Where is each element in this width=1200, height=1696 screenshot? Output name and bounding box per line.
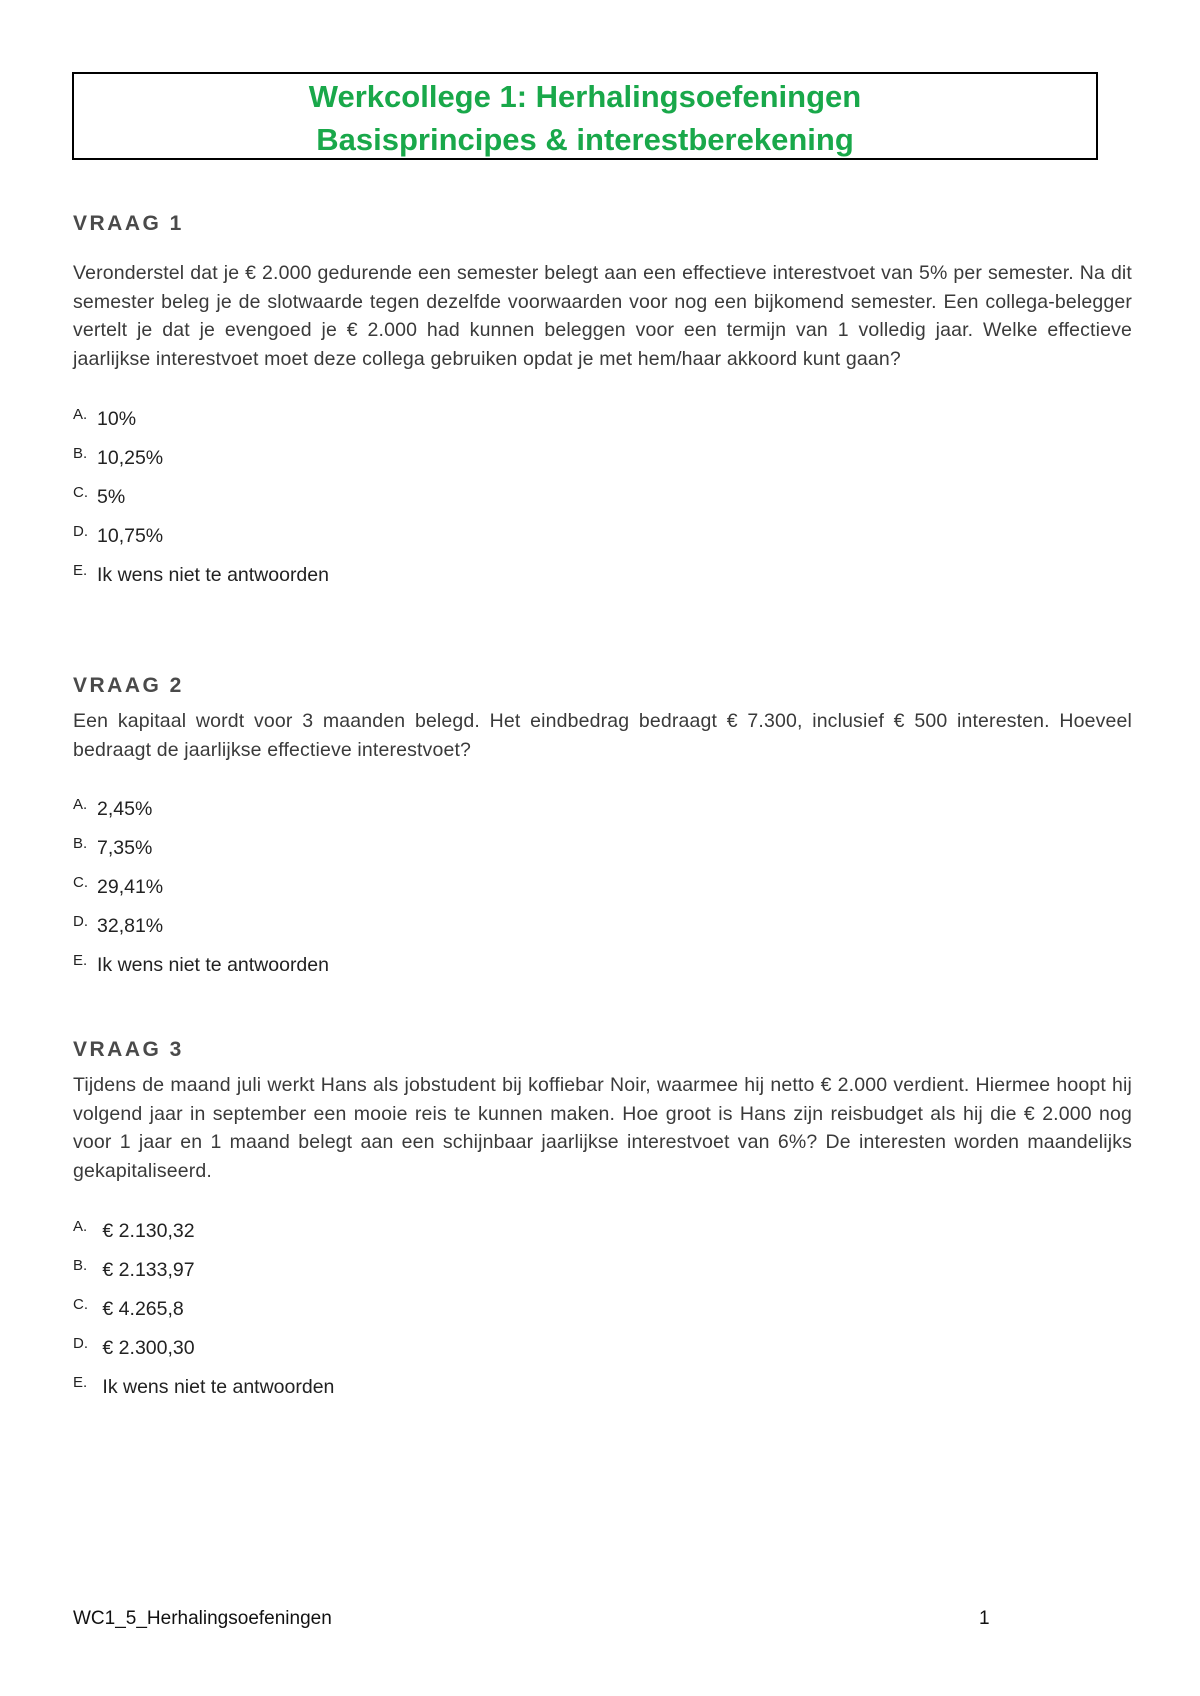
option-text: € 2.130,32 <box>97 1219 195 1242</box>
option-text: 7,35% <box>97 837 153 860</box>
option-text: 2,45% <box>97 798 153 821</box>
question-1 <box>73 210 1132 590</box>
question-2 <box>73 672 1132 980</box>
document-title: Werkcollege 1: Herhalingsoefeningen <box>308 79 862 114</box>
answer-option-a <box>73 785 1132 824</box>
answer-option-a <box>73 1207 1132 1246</box>
answer-options <box>73 785 1132 980</box>
option-text: 10% <box>97 407 137 430</box>
option-letter: A. <box>73 796 88 814</box>
option-letter: A. <box>73 1217 88 1235</box>
option-text: Ik wens niet te antwoorden <box>97 1375 335 1398</box>
answer-option-a <box>73 395 1132 434</box>
option-letter: E. <box>73 561 88 579</box>
answer-option-e <box>73 941 1132 980</box>
option-letter: C. <box>73 874 88 892</box>
question-heading: VRAAG 3 <box>73 1038 184 1061</box>
option-letter: B. <box>73 835 88 853</box>
option-text: 32,81% <box>97 915 164 938</box>
answer-option-d <box>73 1324 1132 1363</box>
option-text: € 2.133,97 <box>97 1258 195 1281</box>
option-letter: B. <box>73 1256 88 1274</box>
option-letter: E. <box>73 1373 88 1391</box>
option-text: 10,75% <box>97 524 164 547</box>
option-text: Ik wens niet te antwoorden <box>97 954 329 977</box>
question-text: Tijdens de maand juli werkt Hans als jobstudent bij koffiebar Noir, waarmee hij netto € 2.000 verdient. Hiermee hoopt hij volgend jaar in september een mooie reis te kunnen maken. Hoe groot is Hans zijn reisbudget als hij die € 2.000 nog voor 1 jaar en 1 maand belegt aan een schijnbaar jaarlijkse interestvoet van 6%? De interesten worden maandelijks gekapitaliseerd. <box>73 1074 1132 1183</box>
answer-option-c <box>73 1285 1132 1324</box>
option-letter: C. <box>73 483 88 501</box>
question-text: Veronderstel dat je € 2.000 gedurende een semester belegt aan een effectieve interestvoet van 5% per semester. Na dit semester beleg je de slotwaarde tegen dezelfde voorwaarden voor nog een bijkomend semester. Een collega-belegger vertelt je dat je evengoed je € 2.000 had kunnen beleggen voor een termijn van 1 volledig jaar. Welke effectieve jaarlijkse interestvoet moet deze collega gebruiken opdat je met hem/haar akkoord kunt gaan? <box>73 262 1132 371</box>
answer-options <box>73 1207 1132 1402</box>
answer-option-b <box>73 1246 1132 1285</box>
answer-options <box>73 395 1132 590</box>
option-text: Ik wens niet te antwoorden <box>97 563 329 586</box>
answer-option-e <box>73 551 1132 590</box>
option-letter: A. <box>73 405 88 423</box>
option-text: 5% <box>97 485 126 508</box>
title-box <box>72 72 1098 160</box>
option-letter: C. <box>73 1295 88 1313</box>
answer-option-c <box>73 863 1132 902</box>
answer-option-d <box>73 902 1132 941</box>
page-number: 1 <box>979 1608 990 1629</box>
option-letter: B. <box>73 444 88 462</box>
question-3 <box>73 1036 1132 1402</box>
option-text: 10,25% <box>97 446 164 469</box>
option-text: € 4.265,8 <box>97 1297 184 1320</box>
question-heading: VRAAG 1 <box>73 212 184 235</box>
answer-option-c <box>73 473 1132 512</box>
answer-option-b <box>73 824 1132 863</box>
answer-option-d <box>73 512 1132 551</box>
footer-filename: WC1_5_Herhalingsoefeningen <box>73 1608 332 1629</box>
option-letter: D. <box>73 913 88 931</box>
question-heading: VRAAG 2 <box>73 674 184 697</box>
document-subtitle: Basisprincipes & interestberekening <box>316 122 854 157</box>
answer-option-e <box>73 1363 1132 1402</box>
option-text: 29,41% <box>97 876 164 899</box>
option-text: € 2.300,30 <box>97 1336 195 1359</box>
option-letter: D. <box>73 1334 88 1352</box>
answer-option-b <box>73 434 1132 473</box>
option-letter: E. <box>73 952 88 970</box>
option-letter: D. <box>73 522 88 540</box>
question-text: Een kapitaal wordt voor 3 maanden belegd. Het eindbedrag bedraagt € 7.300, inclusief € 500 interesten. Hoeveel bedraagt de jaarlijkse effectieve interestvoet? <box>73 710 1132 761</box>
